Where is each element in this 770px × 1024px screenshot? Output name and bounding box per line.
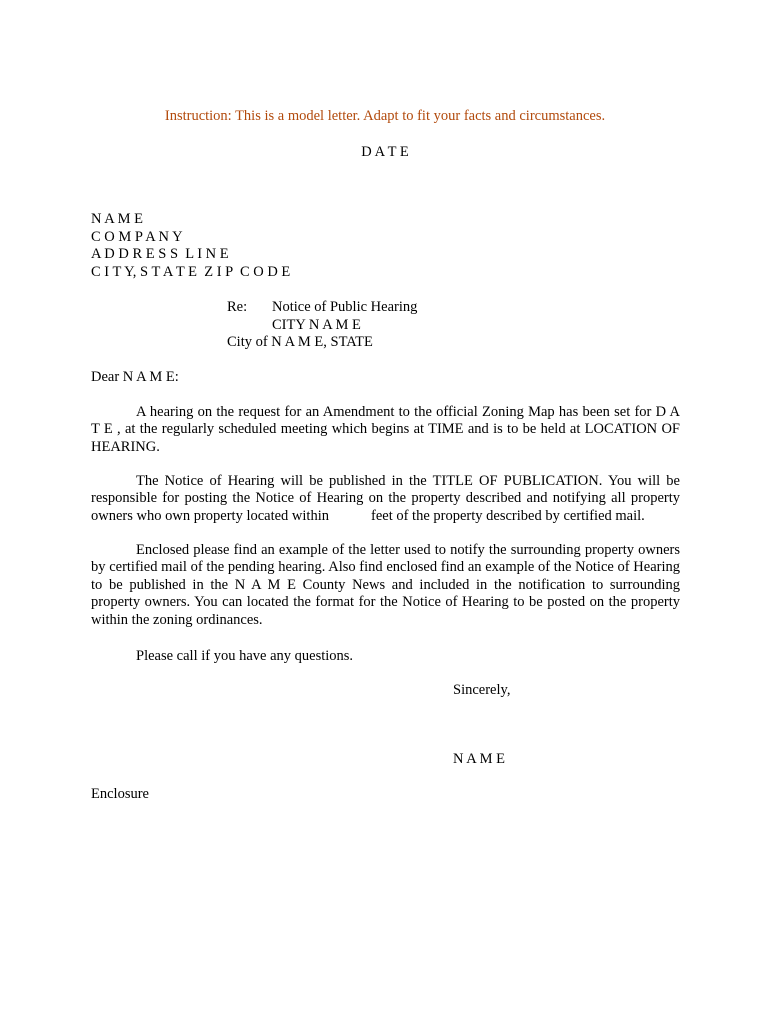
signer-name: N A M E — [453, 751, 505, 767]
salutation: Dear N A M E: — [91, 369, 179, 385]
paragraph-questions-text: Please call if you have any questions. — [136, 648, 354, 664]
paragraph-enclosed — [91, 542, 680, 629]
paragraph-enclosed-text: Enclosed please find an example of the letter used to notify the surrounding property owners by certified mail of the pending hearing. Also find enclosed find an example of the Notice of Hearing to be published in the N A M E County News and included in the notification to surrounding property owners. You can located the format for the Notice of Hearing to be posted on the property within the zoning ordinances. — [91, 542, 680, 628]
enclosure-note: Enclosure — [91, 786, 149, 802]
paragraph-notice-text-a: The Notice of Hearing will be published in the TITLE OF PUBLICATION. You will be responsible for posting the Notice of Hearing on the property described and notifying all property owners who own property located within — [91, 473, 680, 524]
paragraph-hearing-text: A hearing on the request for an Amendment to the official Zoning Map has been set for D A T E , at the regularly scheduled meeting which begins at TIME and is to be held at LOCATION OF HEARING. — [91, 404, 680, 455]
recipient-name: N A M E — [91, 211, 143, 227]
re-line-3: City of N A M E, STATE — [227, 334, 373, 350]
recipient-company: C O M P A N Y — [91, 228, 183, 245]
closing: Sincerely, — [453, 682, 511, 698]
recipient-city-state-zip: C I T Y, S T A T E Z I P C O D E — [91, 263, 291, 280]
re-block — [227, 299, 417, 352]
paragraph-notice-text-b: feet of the property described by certified mail. — [371, 507, 645, 524]
re-line-2: CITY N A M E — [272, 316, 361, 333]
recipient-address — [91, 211, 290, 281]
paragraph-notice — [91, 473, 680, 525]
letter-date: D A T E — [361, 144, 409, 160]
re-label: Re: — [227, 299, 248, 315]
instruction-note: Instruction: This is a model letter. Adapt to fit your facts and circumstances. — [164, 108, 606, 124]
re-line-1: Notice of Public Hearing — [272, 299, 418, 315]
recipient-address-line: A D D R E S S L I N E — [91, 246, 229, 262]
paragraph-questions — [91, 648, 680, 665]
paragraph-hearing — [91, 404, 680, 456]
